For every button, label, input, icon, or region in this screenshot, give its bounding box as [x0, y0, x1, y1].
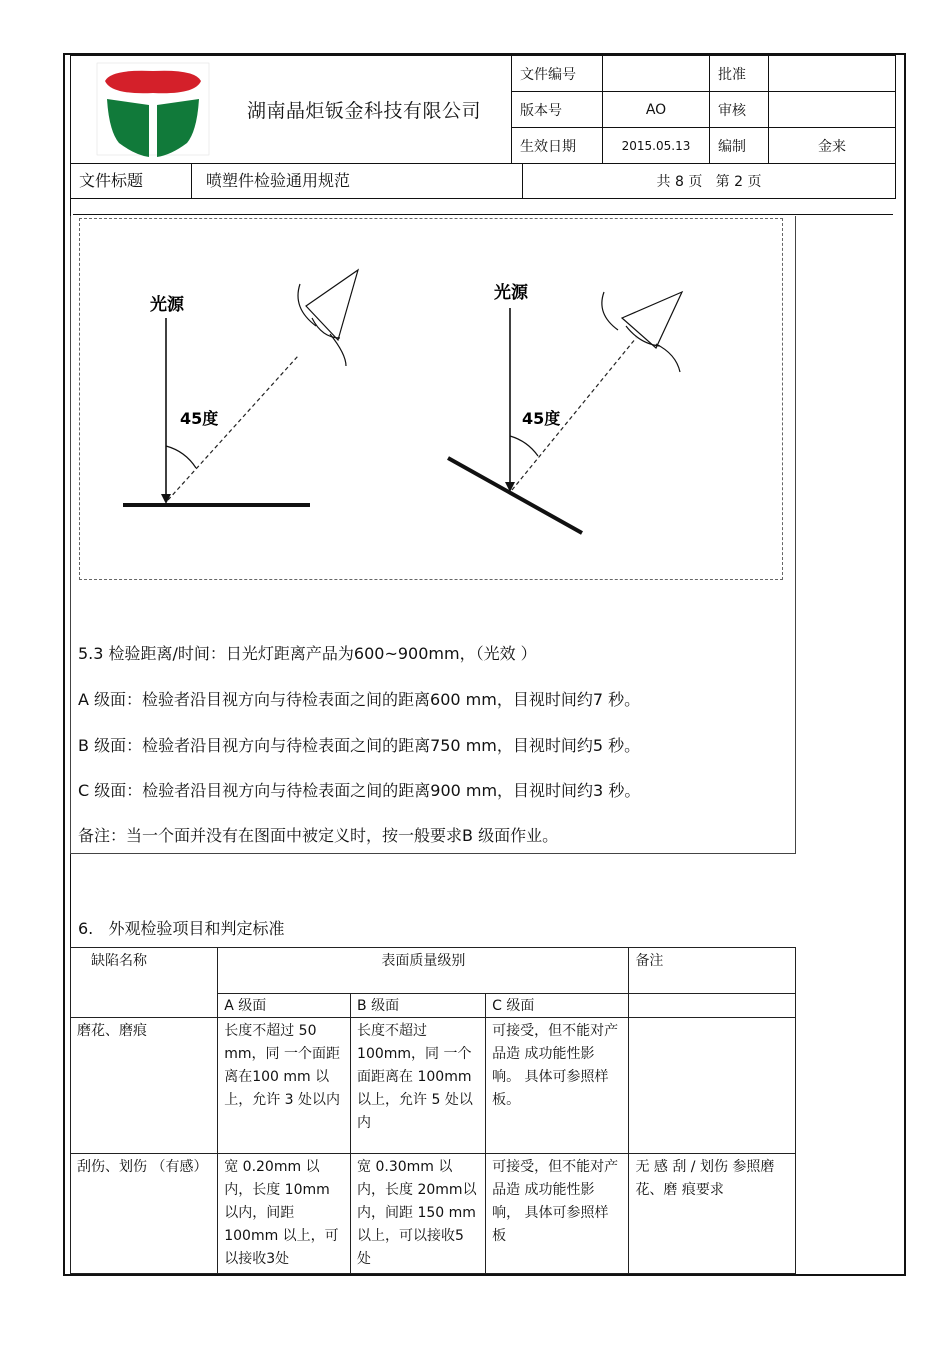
- inspection-angle-figure: [0, 0, 950, 600]
- grade-c-header: C 级面: [486, 994, 629, 1018]
- sight-line: [168, 356, 298, 500]
- left-diagram: [123, 270, 358, 505]
- right-diagram: [448, 282, 682, 533]
- grade-a-criteria: 长度不超过 50 mm，同 一个面距离在100 mm 以上，允许 3 处以内: [218, 1018, 351, 1154]
- grade-c-criteria: 可接受，但不能对产品造 成功能性影响， 具体可参照样板: [486, 1154, 629, 1274]
- viewer-head-back: [602, 292, 618, 330]
- col-remark-header: 备注: [629, 948, 796, 994]
- grade-a-rule: A 级面：检验者沿目视方向与待检表面之间的距离600 mm，目视时间约7 秒。: [78, 690, 641, 709]
- angle-arc: [510, 436, 538, 456]
- grade-c-rule: C 级面：检验者沿目视方向与待检表面之间的距离900 mm，目视时间约3 秒。: [78, 781, 641, 800]
- section-5-3-note: 备注：当一个面并没有在图面中被定义时，按一般要求B 级面作业。: [78, 826, 559, 845]
- grade-b-header: B 级面: [351, 994, 486, 1018]
- defect-name: 磨花、磨痕: [71, 1018, 218, 1154]
- review-label: 审核: [710, 92, 769, 128]
- appearance-standard-table: [70, 947, 796, 1274]
- page-info: 共 8 页 第 2 页: [656, 174, 762, 190]
- date-label: 生效日期: [512, 128, 603, 164]
- version-value: AO: [603, 92, 710, 128]
- table-row: [71, 1018, 796, 1154]
- grade-a-criteria: 宽 0.20mm 以内，长度 10mm 以内，间距 100mm 以上，可以接收3处: [218, 1154, 351, 1274]
- grade-a-header: A 级面: [218, 994, 351, 1018]
- document-title: 喷塑件检验通用规范: [192, 164, 523, 198]
- remark-cell: [629, 1018, 796, 1154]
- eye-icon: [622, 292, 682, 348]
- file-no-label: 文件编号: [512, 56, 603, 92]
- remark-cell: 无 感 刮 / 划伤 参照磨花、磨 痕要求: [629, 1154, 796, 1274]
- grade-b-criteria: 宽 0.30mm 以内，长度 20mm以内，间距 150 mm以上，可以接收5 处: [351, 1154, 486, 1274]
- light-source-label: 光源: [494, 283, 528, 303]
- col-defect-header: 缺陷名称: [71, 948, 218, 1018]
- inspection-surface-tilted: [448, 458, 582, 533]
- angle-label: 45度: [522, 409, 561, 428]
- viewer-face: [656, 344, 680, 372]
- defect-name: 刮伤、划伤 （有感）: [71, 1154, 218, 1274]
- col-quality-header: 表面质量级别: [218, 948, 629, 994]
- grade-b-rule: B 级面：检验者沿目视方向与待检表面之间的距离750 mm，目视时间约5 秒。: [78, 736, 641, 755]
- compile-value: 金来: [769, 128, 896, 164]
- eye-icon: [306, 270, 358, 340]
- angle-arc: [166, 446, 196, 468]
- title-label: 文件标题: [71, 164, 192, 198]
- grade-c-criteria: 可接受，但不能对产品造 成功能性影响。 具体可参照样板。: [486, 1018, 629, 1154]
- section-6-heading: 6. 外观检验项目和判定标准: [78, 919, 285, 938]
- grade-b-criteria: 长度不超过 100mm，同 一个面距离在 100mm 以上，允许 5 处以内: [351, 1018, 486, 1154]
- company-name: 湖南晶炬钣金科技有限公司: [247, 100, 482, 122]
- section-5-3-line: 5.3 检验距离/时间：日光灯距离产品为600~900mm，（光效 ）: [78, 644, 537, 663]
- table-row: [71, 1154, 796, 1274]
- compile-label: 编制: [710, 128, 769, 164]
- angle-label: 45度: [180, 409, 219, 428]
- version-label: 版本号: [512, 92, 603, 128]
- approve-label: 批准: [710, 56, 769, 92]
- light-source-label: 光源: [150, 295, 184, 315]
- date-value: 2015.05.13: [603, 128, 710, 164]
- remark-subheader: [629, 994, 796, 1018]
